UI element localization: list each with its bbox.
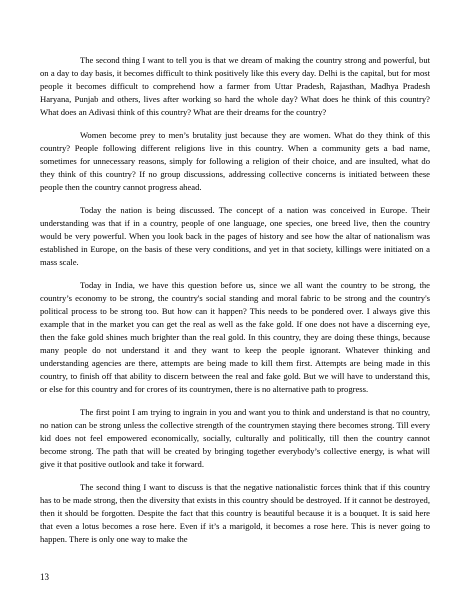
paragraph-5: The first point I am trying to ingrain in you and want you to think and understand is that no country, no nation can be strong unless the collective strength of the countrymen staying there becomes strong. Till every kid does not feel empowered economically, socially, culturally and politically, till then the country cannot become strong. The path that will be created by bringing together everybody’s collective energy, is what will give it that positive outlook and take it forward.: [40, 407, 430, 469]
paragraph-2: Women become prey to men’s brutality just because they are women. What do they think of this country? People following different religions live in this country. When a community gets a bad name, sometimes for unnecessary reasons, simply for following a religion of their choice, and are insulted, what do they think of this country? If no group discussions, addressing collective concerns is initiated between these people then the country cannot progress ahead.: [40, 130, 430, 192]
paragraph-3: Today the nation is being discussed. The concept of a nation was conceived in Europe. Their understanding was that if in a country, people of one language, one species, one breed live, then the country would be very powerful. When you look back in the pages of history and see how the altar of nationalism was established in Europe, on the basis of these very conditions, and yet in that society, killings were initiated on a mass scale.: [40, 205, 430, 267]
body-text: [40, 54, 430, 556]
page-number: 13: [40, 572, 49, 582]
paragraph-6: The second thing I want to discuss is that the negative nationalistic forces think that if this country has to be made strong, then the diversity that exists in this country should be destroyed. If it cannot be destroyed, then it should be forgotten. Despite the fact that this country is beautiful because it is a bouquet. It is said here that even a lotus becomes a rose here. Even if it’s a marigold, it becomes a rose here. This is never going to happen. There is only one way to make the: [40, 482, 430, 544]
paragraph-4: Today in India, we have this question before us, since we all want the country to be strong, the country’s economy to be strong, the country's social standing and moral fabric to be strong and the country's political process to be strong too. But how can it happen? This needs to be pondered over. I always give this example that in the market you can get the real as well as the fake gold. If one does not have a discerning eye, then the fake gold shines much brighter than the real gold. In this country, they are doing these things, because many people do not understand it and they want to keep the people ignorant. Whatever thinking and understanding agencies are there, attempts are being made to kill them first. Attempts are being made in this country, to finish off that ability to discern between the real and fake gold. But we will have to understand this, or else for this country and for crores of its countrymen, there is no alternative path to progress.: [40, 280, 430, 394]
paragraph-1: The second thing I want to tell you is that we dream of making the country strong and powerful, but on a day to day basis, it becomes difficult to think positively like this every day. Delhi is the capital, but for most people it becomes difficult to comprehend how a farmer from Uttar Pradesh, Rajasthan, Madhya Pradesh Haryana, Punjab and others, lives after working so hard the whole day? What does he think of this country? What does an Adivasi think of this country? What are their dreams for the country?: [40, 55, 430, 117]
